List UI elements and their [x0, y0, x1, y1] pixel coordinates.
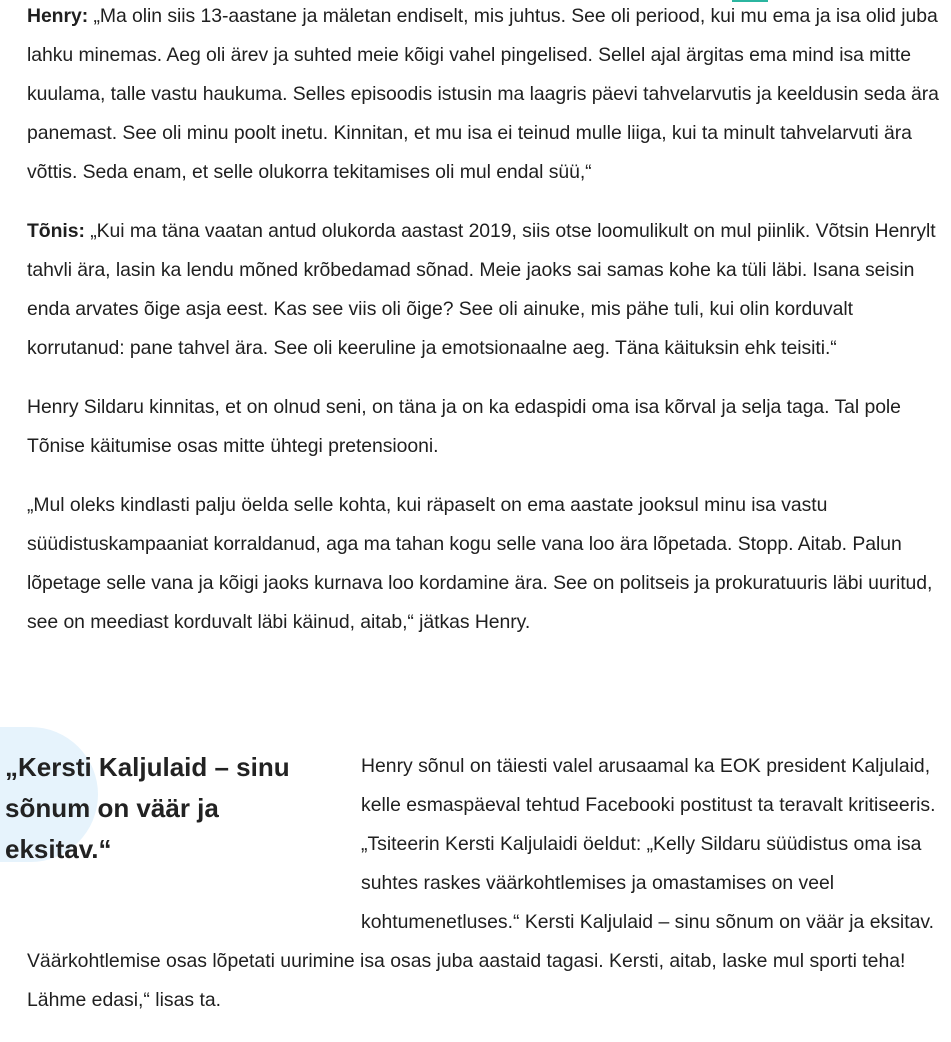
article-body	[27, 0, 939, 662]
pull-quote-section	[0, 727, 951, 1042]
paragraph-text: Henry sõnul on täiesti valel arusaamal ka EOK president Kaljulaid, kelle esmaspäeval tehtud Facebooki postitust ta teravalt kritiseeris. „Tsiteerin Kersti Kaljulaidi öeldut: „Kelly Sildaru süüdistus oma isa suhtes raskes väärkohtlemises ja omastamises on veel kohtumenetluses.“ Kersti Kaljulaid – sinu sõnum on väär ja eksitav. Väärkohtlemise osas lõpetati uurimine isa osas juba aastaid tagasi. Kersti, aitab, laske mul sporti teha! Lähme edasi,“ lisas ta.	[27, 755, 936, 1011]
pull-quote: „Kersti Kaljulaid – sinu sõnum on väär ja eksitav.“	[5, 752, 290, 864]
paragraph-henry-quote	[27, 0, 939, 192]
speaker-tonis: Tõnis:	[27, 220, 85, 242]
paragraph-text: „Ma olin siis 13-aastane ja mäletan endiselt, mis juhtus. See oli periood, kui mu ema ja isa olid juba lahku minemas. Aeg oli ärev ja suhted meie kõigi vahel pingelised. Sellel ajal ärgitas ema mind isa mitte kuulama, talle vastu haukuma. Selles episoodis istusin ma laagris päevi tahvelarvutis ja keeldusin seda ära panemast. See oli minu poolt inetu. Kinnitan, et mu isa ei teinud mulle liiga, kui ta minult tahvelarvuti ära võttis. Seda enam, et selle olukorra tekitamises oli mul endal süü,“	[27, 5, 939, 183]
paragraph-henry-statement: Henry Sildaru kinnitas, et on olnud seni, on täna ja on ka edaspidi oma isa kõrval ja selja taga. Tal pole Tõnise käitumise osas mitte ühtegi pretensiooni.	[27, 396, 901, 457]
speaker-henry: Henry:	[27, 5, 89, 27]
paragraph-text: „Kui ma täna vaatan antud olukorda aastast 2019, siis otse loomulikult on mul piinlik. Võtsin Henrylt tahvli ära, lasin ka lendu mõned krõbedamad sõnad. Meie jaoks sai samas kohe ka tüli läbi. Isana seisin enda arvates õige asja eest. Kas see viis oli õige? See oli ainuke, mis pähe tuli, kui olin korduvalt korrutanud: pane tahvel ära. See oli keeruline ja emotsionaalne aeg. Täna käituksin ehk teisiti.“	[27, 220, 936, 359]
paragraph-henry-continued: „Mul oleks kindlasti palju öelda selle kohta, kui räpaselt on ema aastate jooksul minu isa vastu süüdistuskampaaniat korraldanud, aga ma tahan kogu selle vana loo ära lõpetada. Stopp. Aitab. Palun lõpetage selle vana ja kõigi jaoks kurnava loo kordamine ära. See on politseis ja prokuratuuris läbi uuritud, see on meediast korduvalt läbi käinud, aitab,“ jätkas Henry.	[27, 494, 933, 633]
paragraph-tonis-quote	[27, 212, 939, 368]
